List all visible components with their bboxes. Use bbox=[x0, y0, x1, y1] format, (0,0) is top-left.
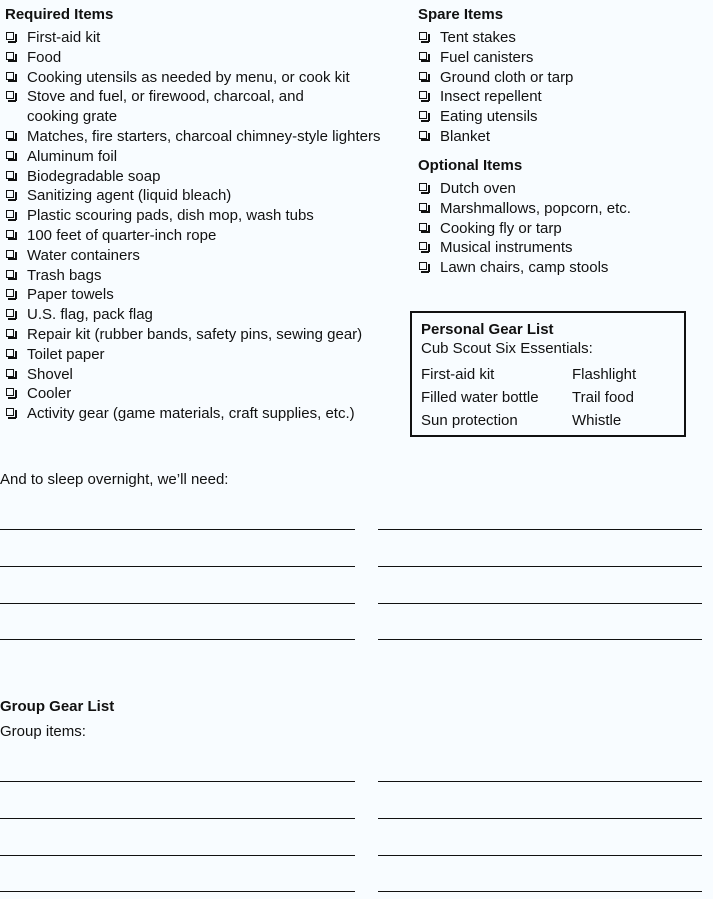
group-write-line[interactable] bbox=[0, 891, 355, 892]
checkbox-icon[interactable] bbox=[6, 210, 14, 218]
checklist-item-label: Tent stakes bbox=[440, 29, 516, 46]
group-write-line[interactable] bbox=[378, 818, 702, 819]
checklist-item-label: Paper towels bbox=[27, 286, 114, 304]
checklist-item-label: Toilet paper bbox=[27, 345, 105, 363]
checkbox-icon[interactable] bbox=[6, 289, 14, 297]
checklist-item bbox=[5, 186, 380, 206]
sleep-write-line[interactable] bbox=[0, 603, 355, 604]
checklist-item-label: Lawn chairs, camp stools bbox=[440, 259, 609, 277]
checkbox-icon[interactable] bbox=[6, 309, 14, 317]
checklist-item bbox=[5, 226, 380, 246]
checklist-item bbox=[5, 285, 380, 305]
checkbox-icon[interactable] bbox=[419, 32, 427, 40]
checklist-item bbox=[418, 258, 631, 278]
checkbox-icon[interactable] bbox=[419, 52, 427, 60]
checkbox-icon[interactable] bbox=[6, 250, 14, 258]
checklist-item bbox=[418, 179, 631, 199]
essential-item: Sun protection bbox=[421, 412, 518, 429]
checklist-item-label: Sanitizing agent (liquid bleach) bbox=[27, 187, 232, 205]
checklist-item bbox=[418, 48, 573, 68]
checklist-item bbox=[5, 87, 380, 127]
group-write-line[interactable] bbox=[0, 818, 355, 819]
checkbox-icon[interactable] bbox=[6, 270, 14, 278]
essential-item: Filled water bottle bbox=[421, 389, 539, 406]
group-items-prompt: Group items: bbox=[0, 723, 86, 740]
checklist-item-label: Marshmallows, popcorn, etc. bbox=[440, 199, 631, 217]
checklist-item-label: U.S. flag, pack flag bbox=[27, 306, 153, 324]
checklist-item bbox=[418, 199, 631, 219]
required-items-list bbox=[5, 28, 380, 424]
checklist-item-label: Aluminum foil bbox=[27, 147, 118, 165]
checklist-item bbox=[418, 28, 573, 48]
spare-items-heading: Spare Items bbox=[418, 6, 504, 23]
checklist-item bbox=[418, 68, 573, 88]
checklist-item-label: Water containers bbox=[27, 246, 140, 264]
checkbox-icon[interactable] bbox=[6, 349, 14, 357]
checklist-item-label: Stove and fuel, or firewood, charcoal, and bbox=[27, 88, 304, 106]
checkbox-icon[interactable] bbox=[6, 72, 14, 80]
checklist-item-label: Trash bags bbox=[27, 266, 102, 284]
checklist-item-label: Matches, fire starters, charcoal chimney-style lighters bbox=[27, 127, 381, 145]
checklist-item-label: First-aid kit bbox=[27, 29, 101, 46]
checklist-item bbox=[5, 345, 380, 365]
checklist-item bbox=[5, 404, 380, 424]
spare-items-list bbox=[418, 28, 573, 147]
checkbox-icon[interactable] bbox=[419, 183, 427, 191]
checkbox-icon[interactable] bbox=[6, 388, 14, 396]
checklist-item bbox=[5, 68, 380, 88]
checklist-item-label: Plastic scouring pads, dish mop, wash tubs bbox=[27, 207, 314, 225]
optional-items-list bbox=[418, 179, 631, 278]
essential-item: Trail food bbox=[572, 389, 634, 406]
checklist-item bbox=[5, 48, 380, 68]
checklist-item-label: Cooler bbox=[27, 385, 72, 403]
checklist-item-label: Activity gear (game materials, craft supplies, etc.) bbox=[27, 405, 355, 423]
checkbox-icon[interactable] bbox=[6, 171, 14, 179]
checklist-item-label: Cooking utensils as needed by menu, or cook kit bbox=[27, 68, 350, 86]
sleep-write-line[interactable] bbox=[378, 603, 702, 604]
checkbox-icon[interactable] bbox=[6, 91, 14, 99]
checklist-item-label: Cooking fly or tarp bbox=[440, 219, 562, 237]
checklist-item bbox=[5, 365, 380, 385]
checklist-item bbox=[5, 28, 380, 48]
personal-gear-title: Personal Gear List bbox=[421, 321, 554, 338]
sleep-write-line[interactable] bbox=[0, 639, 355, 640]
sleep-write-line[interactable] bbox=[378, 566, 702, 567]
group-write-line[interactable] bbox=[0, 855, 355, 856]
checkbox-icon[interactable] bbox=[419, 131, 427, 139]
group-gear-heading: Group Gear List bbox=[0, 698, 115, 715]
checkbox-icon[interactable] bbox=[6, 131, 14, 139]
checklist-item bbox=[5, 384, 380, 404]
essential-item: Whistle bbox=[572, 412, 622, 429]
checkbox-icon[interactable] bbox=[419, 72, 427, 80]
checklist-item bbox=[5, 325, 380, 345]
checklist-item bbox=[5, 266, 380, 286]
checklist-item-label: Musical instruments bbox=[440, 239, 573, 257]
checklist-item-label: Ground cloth or tarp bbox=[440, 68, 574, 86]
checklist-item bbox=[5, 246, 380, 266]
checklist-item-label: Shovel bbox=[27, 365, 73, 383]
group-write-line[interactable] bbox=[378, 891, 702, 892]
checkbox-icon[interactable] bbox=[6, 369, 14, 377]
checkbox-icon[interactable] bbox=[419, 203, 427, 211]
group-write-line[interactable] bbox=[378, 855, 702, 856]
checkbox-icon[interactable] bbox=[6, 190, 14, 198]
checkbox-icon[interactable] bbox=[419, 223, 427, 231]
checklist-item bbox=[418, 87, 573, 107]
checklist-item bbox=[5, 167, 380, 187]
checklist-item-label: Repair kit (rubber bands, safety pins, sewing gear) bbox=[27, 325, 363, 343]
optional-items-heading: Optional Items bbox=[418, 157, 523, 174]
checkbox-icon[interactable] bbox=[6, 230, 14, 238]
checklist-item-label: Fuel canisters bbox=[440, 48, 534, 66]
checklist-item-label: Eating utensils bbox=[440, 108, 538, 126]
group-write-line[interactable] bbox=[0, 781, 355, 782]
checklist-item-label: Insect repellent bbox=[440, 88, 542, 106]
checkbox-icon[interactable] bbox=[6, 32, 14, 40]
checklist-item bbox=[5, 147, 380, 167]
checklist-item-label: cooking grate bbox=[27, 108, 118, 126]
required-items-heading: Required Items bbox=[5, 6, 114, 23]
checkbox-icon[interactable] bbox=[419, 91, 427, 99]
sleep-write-line[interactable] bbox=[0, 566, 355, 567]
checklist-item-label: Dutch oven bbox=[440, 180, 516, 197]
group-write-line[interactable] bbox=[378, 781, 702, 782]
sleep-write-line[interactable] bbox=[378, 639, 702, 640]
checklist-item bbox=[5, 127, 380, 147]
checklist-item bbox=[5, 305, 380, 325]
checklist-item bbox=[5, 206, 380, 226]
checkbox-icon[interactable] bbox=[419, 242, 427, 250]
checklist-item bbox=[418, 219, 631, 239]
personal-gear-box bbox=[410, 311, 686, 437]
checklist-item bbox=[418, 238, 631, 258]
checklist-item-label: Blanket bbox=[440, 127, 491, 145]
checklist-item-label: Biodegradable soap bbox=[27, 167, 161, 185]
sleep-write-line[interactable] bbox=[378, 529, 702, 530]
six-essentials-label: Cub Scout Six Essentials: bbox=[421, 340, 593, 357]
checkbox-icon[interactable] bbox=[6, 408, 14, 416]
essential-item: Flashlight bbox=[572, 366, 637, 383]
checklist-item bbox=[418, 127, 573, 147]
checkbox-icon[interactable] bbox=[419, 111, 427, 119]
checklist-item bbox=[418, 107, 573, 127]
checklist-item-label: Food bbox=[27, 48, 62, 66]
checkbox-icon[interactable] bbox=[6, 52, 14, 60]
checkbox-icon[interactable] bbox=[6, 329, 14, 337]
checkbox-icon[interactable] bbox=[6, 151, 14, 159]
checkbox-icon[interactable] bbox=[419, 262, 427, 270]
sleep-prompt: And to sleep overnight, we’ll need: bbox=[0, 471, 229, 488]
sleep-write-line[interactable] bbox=[0, 529, 355, 530]
checklist-item-label: 100 feet of quarter-inch rope bbox=[27, 226, 217, 244]
essential-item: First-aid kit bbox=[421, 366, 495, 383]
